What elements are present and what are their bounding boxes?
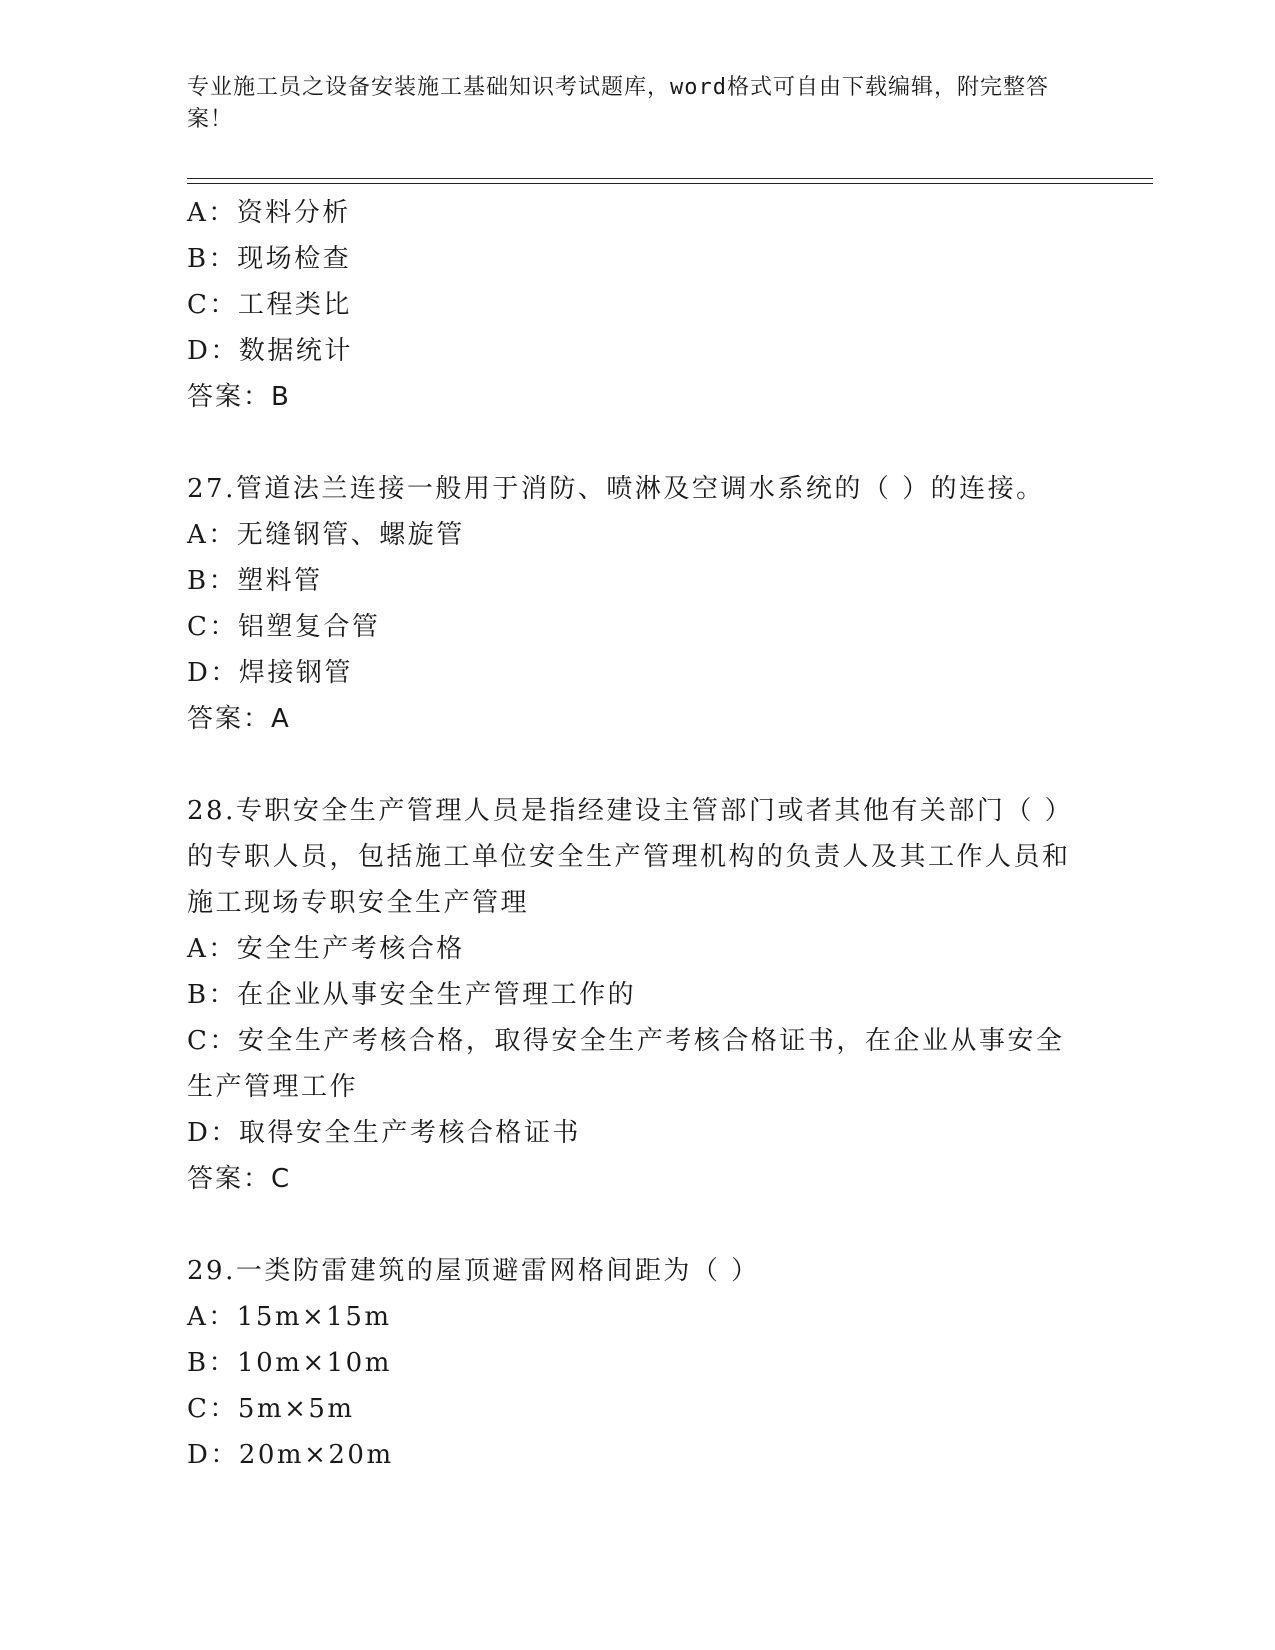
question-29 [187, 1248, 1087, 1478]
option-a: A：资料分析 [187, 198, 351, 228]
question-26-tail [187, 190, 1087, 420]
question-text: 28.专职安全生产管理人员是指经建设主管部门或者其他有关部门（ ）的专职人员，包括施工单位安全生产管理机构的负责人及其工作人员和施工现场专职安全生产管理 [187, 796, 1074, 918]
option-d: D：20m×20m [187, 1440, 394, 1470]
option-b: B：10m×10m [187, 1348, 392, 1378]
option-d: D：数据统计 [187, 336, 353, 366]
header-divider-top [187, 178, 1153, 179]
document-header: 专业施工员之设备安装施工基础知识考试题库，word格式可自由下载编辑，附完整答案！ [187, 75, 1049, 132]
option-b: B：现场检查 [187, 244, 352, 274]
option-c: C：安全生产考核合格，取得安全生产考核合格证书，在企业从事安全生产管理工作 [187, 1026, 1065, 1102]
answer: 答案：A [187, 704, 291, 734]
option-b: B：在企业从事安全生产管理工作的 [187, 980, 637, 1010]
question-list [187, 190, 1087, 1478]
option-d: D：焊接钢管 [187, 658, 353, 688]
option-c: C：5m×5m [187, 1394, 355, 1424]
question-28 [187, 788, 1087, 1202]
option-d: D：取得安全生产考核合格证书 [187, 1118, 581, 1148]
option-c: C：工程类比 [187, 290, 352, 320]
question-text: 29.一类防雷建筑的屋顶避雷网格间距为（ ） [187, 1256, 760, 1286]
question-27 [187, 466, 1087, 742]
option-c: C：铝塑复合管 [187, 612, 381, 642]
answer: 答案：C [187, 1164, 292, 1194]
option-a: A：15m×15m [187, 1302, 392, 1332]
header-divider-bottom [187, 183, 1153, 184]
option-a: A：无缝钢管、螺旋管 [187, 520, 465, 550]
option-a: A：安全生产考核合格 [187, 934, 465, 964]
option-b: B：塑料管 [187, 566, 323, 596]
answer: 答案：B [187, 382, 291, 412]
question-text: 27.管道法兰连接一般用于消防、喷淋及空调水系统的（ ）的连接。 [187, 474, 1045, 504]
